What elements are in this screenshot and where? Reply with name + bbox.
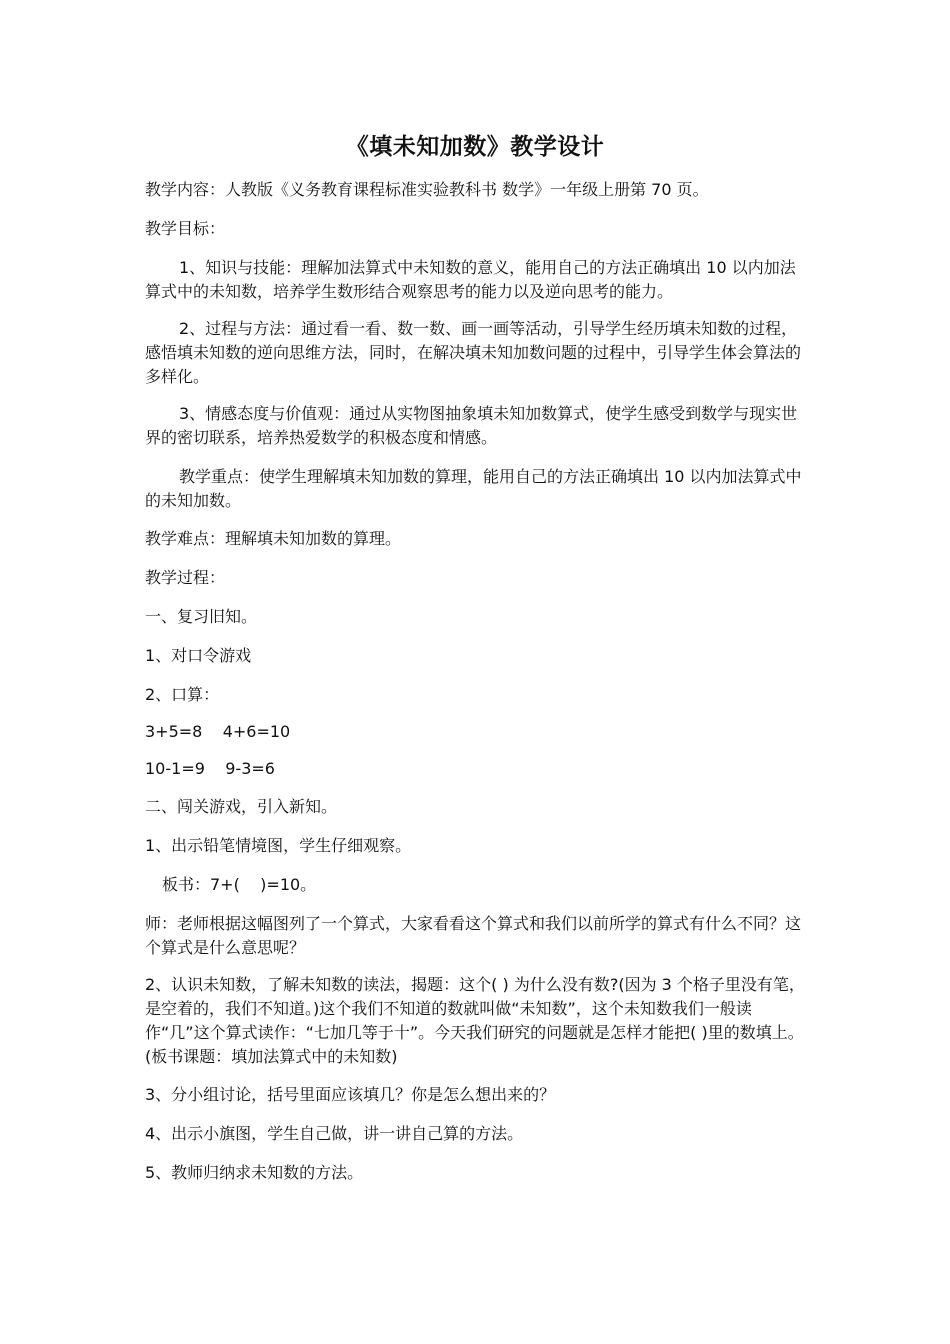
paragraph-goal-process: 2、过程与方法：通过看一看、数一数、画一画等活动，引导学生经历填未知数的过程，感悟填未知数的逆向思维方法，同时，在解决填未知加数问题的过程中，引导学生体会算法的多样化。 — [145, 319, 802, 386]
section-new-knowledge: 二、闯关游戏，引入新知。 — [145, 797, 338, 816]
item-group-discussion: 3、分小组讨论，括号里面应该填几？你是怎么想出来的？ — [145, 1085, 556, 1104]
paragraph-goal-emotion: 3、情感态度与价值观：通过从实物图抽象填未知加数算式，使学生感受到数学与现实世界的密切联系，培养热爱数学的积极态度和情感。 — [145, 404, 798, 447]
paragraph-process-heading: 教学过程： — [145, 568, 226, 587]
item-unknown-number: 2、认识未知数，了解未知数的读法，揭题：这个( ) 为什么没有数?(因为 3 个格子里没有笔，是空着的，我们不知道。)这个我们不知道的数就叫做“未知数”，这个未知数我们一般读作“几”这个算式读作：“七加几等于十”。今天我们研究的问题就是怎样才能把( )里的数填上。(板书课题：填加法算式中的未知数) — [145, 975, 805, 1066]
paragraph-teaching-goals-heading: 教学目标： — [145, 219, 226, 238]
item-mental-math: 2、口算： — [145, 685, 220, 704]
item-password-game: 1、对口令游戏 — [145, 646, 252, 665]
paragraph-teaching-content: 教学内容：人教版《义务教育课程标准实验教科书 数学》一年级上册第 70 页。 — [145, 180, 709, 199]
item-flag-picture: 4、出示小旗图，学生自己做，讲一讲自己算的方法。 — [145, 1124, 524, 1143]
paragraph-goal-knowledge: 1、知识与技能：理解加法算式中未知数的意义，能用自己的方法正确填出 10 以内加法算式中的未知数，培养学生数形结合观察思考的能力以及逆向思考的能力。 — [145, 258, 796, 301]
document-title: 《填未知加数》教学设计 — [345, 134, 605, 160]
math-line-2: 10-1=9 9-3=6 — [145, 759, 275, 778]
item-teacher-summary: 5、教师归纳求未知数的方法。 — [145, 1163, 364, 1182]
paragraph-key-point: 教学重点：使学生理解填未知加数的算理，能用自己的方法正确填出 10 以内加法算式中的未知加数。 — [145, 467, 802, 510]
math-line-1: 3+5=8 4+6=10 — [145, 722, 291, 741]
paragraph-teacher-question: 师：老师根据这幅图列了一个算式，大家看看这个算式和我们以前所学的算式有什么不同？这个算式是什么意思呢？ — [145, 914, 802, 957]
section-review: 一、复习旧知。 — [145, 607, 258, 626]
board-writing: 板书：7+( )=10。 — [162, 875, 317, 894]
paragraph-difficulty: 教学难点：理解填未知加数的算理。 — [145, 529, 402, 548]
item-pencil-scene: 1、出示铅笔情境图，学生仔细观察。 — [145, 836, 412, 855]
